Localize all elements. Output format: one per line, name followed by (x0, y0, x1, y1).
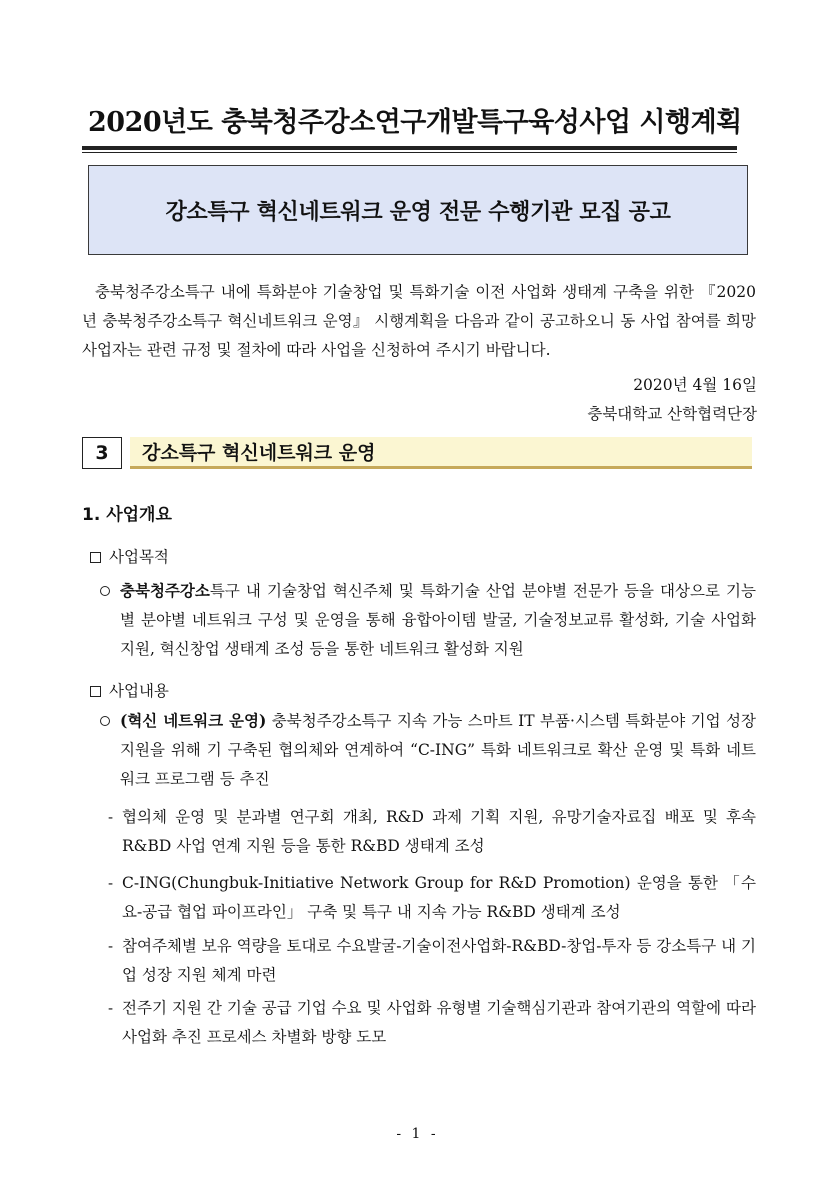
title-rule (82, 146, 737, 150)
detail-text: 참여주체별 보유 역량을 토대로 수요발굴-기술이전사업화-R&BD-창업-투자 등 강소특구 내 기업 성장 지원 체계 마련 (122, 937, 756, 984)
checkbox-square-icon (90, 552, 101, 563)
detail-text: 전주기 지원 간 기술 공급 기업 수요 및 사업화 유형별 기술핵심기관과 참여기관의 역할에 따라 사업화 추진 프로세스 차별화 방향 도모 (122, 999, 756, 1046)
intro-paragraph: 충북청주강소특구 내에 특화분야 기술창업 및 특화기술 이전 사업화 생태계 구축을 위한 『2020년 충북청주강소특구 혁신네트워크 운영』 시행계획을 다음과 같이 공고하오니 동 사업 참여를 희망 사업자는 관련 규정 및 절차에 따라 사업을 신청하여 주시기 바랍니다. (82, 283, 756, 359)
issuer-name: 충북대학교 산학협력단장 (587, 405, 757, 423)
document-title: 2020년도 충북청주강소연구개발특구육성사업 시행계획 (88, 107, 742, 138)
content-body: 충북청주강소특구 지속 가능 스마트 IT 부품·시스템 특화분야 기업 성장지원을 위해 기 구축된 협의체와 연계하여 “C-ING” 특화 네트워크로 확산 운영 및 특화 네트워크 프로그램 등 추진 (120, 712, 756, 788)
dash-bullet: - (108, 999, 114, 1017)
circle-bullet-icon (100, 586, 110, 596)
purpose-text (120, 576, 756, 664)
detail-text: 협의체 운영 및 분과별 연구회 개최, R&D 과제 기획 지원, 유망기술자료집 배포 및 후속 R&BD 사업 연계 지원 등을 통한 R&BD 생태계 조성 (122, 808, 756, 855)
notice-title-box (88, 165, 748, 255)
dash-bullet: - (108, 937, 114, 955)
dash-bullet: - (108, 874, 114, 892)
title-rule-thin (82, 152, 737, 153)
purpose-item (98, 576, 756, 666)
content-text (120, 706, 756, 794)
purpose-heading (90, 545, 169, 567)
purpose-heading-label: 사업목적 (109, 548, 169, 566)
dash-bullet: - (108, 808, 114, 826)
section-title: 강소특구 혁신네트워크 운영 (142, 442, 376, 464)
content-item (98, 706, 756, 796)
circle-bullet-icon (100, 716, 110, 726)
page-number: - 1 - (396, 1126, 439, 1142)
purpose-body: 특구 내 기술창업 혁신주체 및 특화기술 산업 분야별 전문가 등을 대상으로 기능별 분야별 네트워크 구성 및 운영을 통해 융합아이템 발굴, 기술정보교류 활성화, 기술 사업화 지원, 혁신창업 생태계 조성 등을 통한 네트워크 활성화 지원 (120, 582, 756, 658)
checkbox-square-icon (90, 686, 101, 697)
content-heading-label: 사업내용 (109, 682, 169, 700)
notice-title: 강소특구 혁신네트워크 운영 전문 수행기관 모집 공고 (165, 199, 671, 225)
detail-text: C-ING(Chungbuk-Initiative Network Group for R&D Promotion) 운영을 통한 「수요-공급 협업 파이프라인」 구축 및 특구 내 지속 가능 R&BD 생태계 조성 (122, 874, 756, 921)
content-heading (90, 679, 169, 701)
section-title-bar (130, 437, 752, 469)
notice-date: 2020년 4월 16일 (633, 376, 757, 394)
purpose-bold-lead: 충북청주강소 (120, 581, 210, 600)
content-bold-lead: (혁신 네트워크 운영) (120, 711, 267, 730)
section-number-box: 3 (82, 437, 122, 469)
overview-heading: 1. 사업개요 (82, 505, 172, 525)
